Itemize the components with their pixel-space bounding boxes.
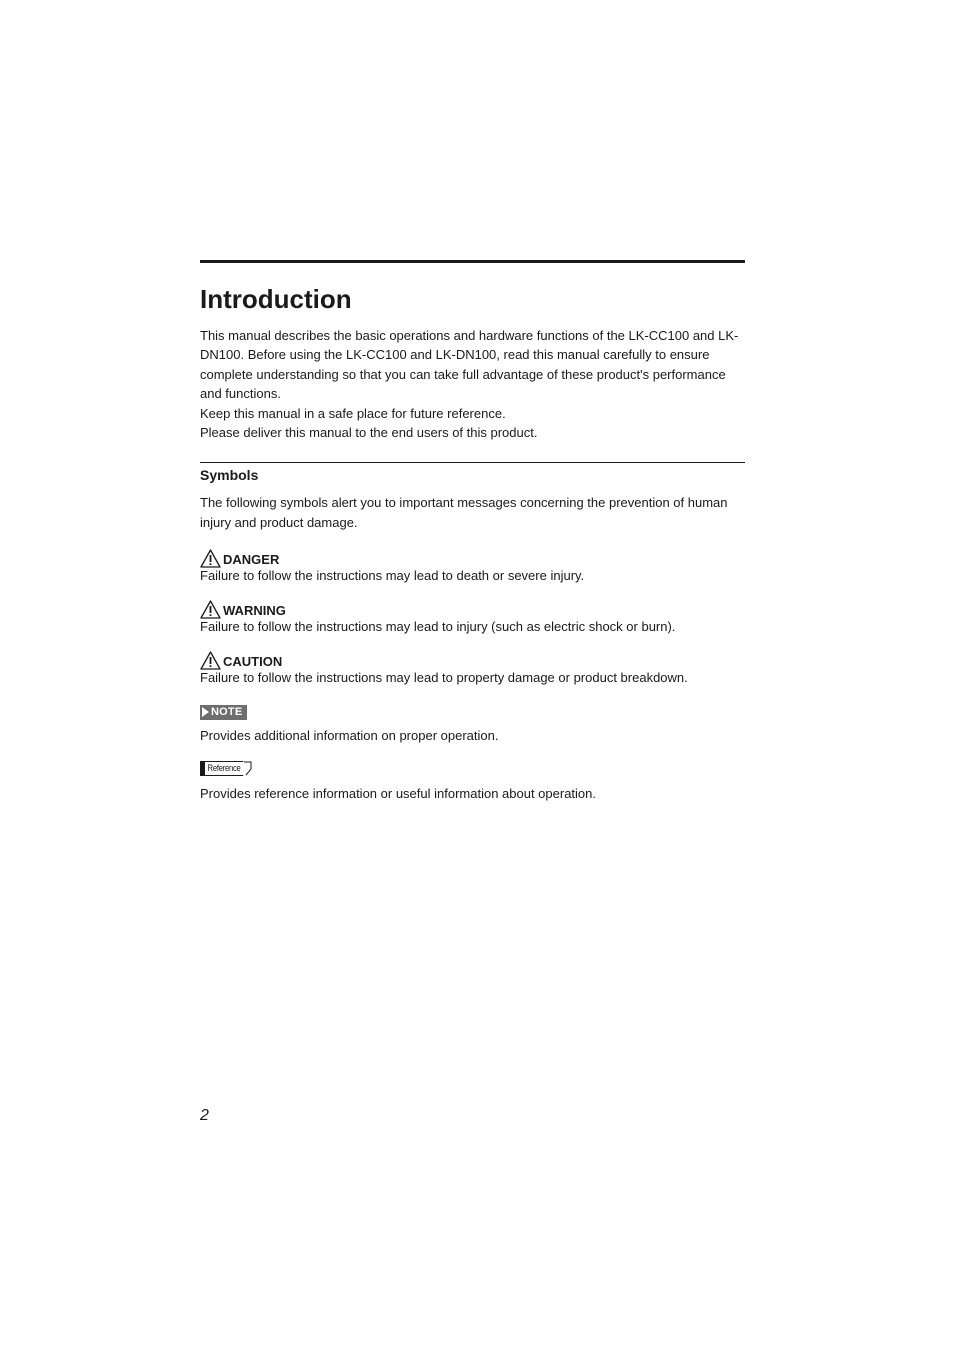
symbol-danger-head <box>200 548 745 568</box>
warning-description: Failure to follow the instructions may lead to injury (such as electric shock or burn). <box>200 619 676 635</box>
page-title: Introduction <box>200 284 352 314</box>
note-label: NOTE <box>211 706 243 719</box>
reference-badge <box>200 761 252 776</box>
symbol-danger <box>200 548 745 584</box>
top-rule <box>200 260 745 263</box>
intro-line: This manual describes the basic operations and hardware functions of the LK-CC100 and LK-DN100. Before using the LK-CC100 and LK-DN100, read this manual carefully to ensure complete understanding so that you can take full advantage of these product's performance and functions. <box>200 328 739 402</box>
symbols-intro: The following symbols alert you to important messages concerning the prevention of human injury and product damage. <box>200 495 728 531</box>
caution-description: Failure to follow the instructions may lead to property damage or product breakdown. <box>200 670 688 686</box>
symbol-reference <box>200 761 745 802</box>
symbol-warning <box>200 599 745 635</box>
reference-hook-icon <box>244 761 252 776</box>
warning-triangle-icon <box>200 651 221 670</box>
caution-label: CAUTION <box>223 654 283 670</box>
intro-line: Keep this manual in a safe place for future reference. <box>200 405 506 421</box>
reference-label: Reference <box>205 761 243 776</box>
warning-label: WARNING <box>223 603 286 619</box>
note-badge <box>200 705 247 720</box>
page-content <box>200 260 745 802</box>
warning-triangle-icon <box>200 600 221 619</box>
danger-description: Failure to follow the instructions may lead to death or severe injury. <box>200 568 585 584</box>
reference-description: Provides reference information or useful information about operation. <box>200 786 596 802</box>
page-number: 2 <box>200 1107 209 1124</box>
intro-paragraph <box>200 326 745 442</box>
warning-triangle-icon <box>200 549 221 568</box>
symbol-warning-head <box>200 599 745 619</box>
intro-line: Please deliver this manual to the end users of this product. <box>200 425 538 441</box>
triangle-right-icon <box>202 707 209 717</box>
section-title-symbols: Symbols <box>200 467 259 484</box>
symbol-caution <box>200 650 745 686</box>
section-rule <box>200 462 745 463</box>
symbol-caution-head <box>200 650 745 670</box>
note-description: Provides additional information on proper operation. <box>200 728 499 744</box>
symbol-note <box>200 704 745 744</box>
danger-label: DANGER <box>223 552 280 568</box>
